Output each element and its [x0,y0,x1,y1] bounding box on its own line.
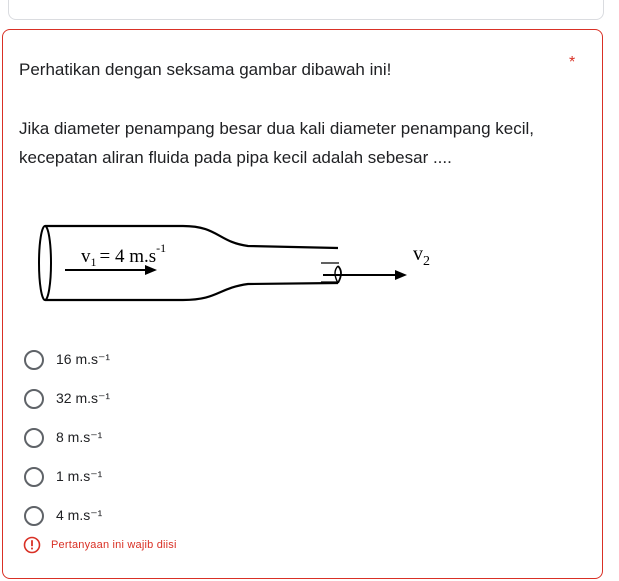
radio-button[interactable] [24,428,44,448]
option-8[interactable] [19,418,110,457]
option-label: 1 m.s⁻¹ [56,468,103,484]
pipe-bottom-outline [45,283,338,300]
option-label: 32 m.s⁻¹ [56,390,111,406]
previous-question-card [8,0,604,20]
validation-error [19,536,177,554]
error-icon [23,536,41,554]
question-card [2,29,603,579]
answer-options [19,340,110,535]
pipe-inlet-ellipse [39,226,51,300]
error-message: Pertanyaan ini wajib diisi [51,539,177,551]
radio-button[interactable] [24,389,44,409]
radio-button[interactable] [24,467,44,487]
pipe-top-outline [45,226,338,248]
question-text: Jika diameter penampang besar dua kali diameter penampang kecil, kecepatan aliran fluida pada pipa kecil adalah sebesar .... [19,119,535,167]
option-label: 4 m.s⁻¹ [56,507,103,523]
option-label: 8 m.s⁻¹ [56,429,103,445]
option-1[interactable] [19,457,110,496]
question-title: Perhatikan dengan seksama gambar dibawah ini! [19,60,392,79]
option-16[interactable] [19,340,110,379]
v2-arrowhead [395,270,407,280]
radio-button[interactable] [24,350,44,370]
option-32[interactable] [19,379,110,418]
required-indicator: * [569,54,576,71]
v2-label: $v_2$ [413,243,430,269]
option-label: 16 m.s⁻¹ [56,351,111,367]
radio-button[interactable] [24,506,44,526]
v1-label: $v_1 = 4$ $m.s^{-1}$ [81,241,167,269]
option-4[interactable] [19,496,110,535]
pipe-diagram [33,222,453,304]
